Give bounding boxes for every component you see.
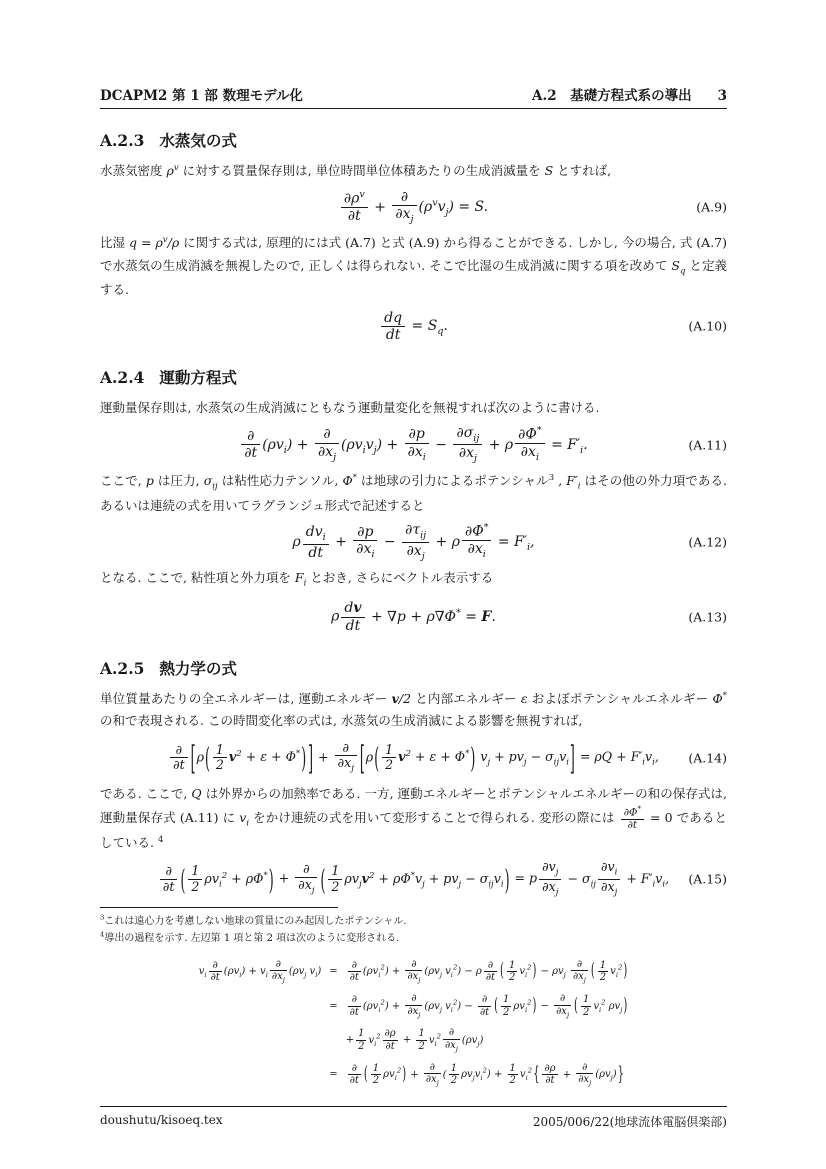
fraction: $\frac{\partial}{\partial x_j}$ [425, 1061, 439, 1088]
equation-a12-number: (A.12) [688, 534, 727, 550]
fraction: $\frac{\partial\rho}{\partial t}$ [384, 1028, 396, 1052]
paragraph-momentum-intro: 運動量保存則は, 水蒸気の生成消滅にともなう運動量変化を無視すれば次のように書ける. [100, 400, 600, 416]
section-number: A.2.3 [100, 131, 145, 150]
fraction: $\frac{1}{2}$ [372, 1062, 380, 1087]
fraction: $\frac{\partial v_i}{\partial x_j}$ [598, 860, 620, 898]
derivation-rhs: $\frac{\partial}{\partial t}$ $(\rho v_i^2)$ + $\frac{\partial}{\partial x_j}$ ($\rho v_j$ $v_i^2) - \rho$ $\frac{\partial}{\partial t}$ ( $\frac{1}{2}$ $v_i^2) - \rho v_j$ $\frac{\partial}{\partial x_j}$ ( $\frac{1}{2}$ $v_i^2$) [349, 958, 628, 985]
big-delimiter: ( [574, 995, 578, 1017]
fraction: $\frac{\partial}{\partial x_j}$ [392, 189, 416, 226]
big-delimiter: ( [320, 862, 326, 896]
equation-a13 [100, 597, 727, 637]
equation-a14 [100, 738, 727, 778]
fraction: $\frac{\partial}{\partial x_j}$ [335, 741, 357, 775]
fraction: $\frac{1}{2}$ [382, 743, 396, 773]
fraction: $\frac{\partial\Phi^*}{\partial x_i}$ [462, 523, 491, 560]
equation-a14-body: $\frac{\partial}{\partial t}$ [ρ( $\frac{1}{2}$ $v^2 + \varepsilon + \Phi^*$) ] + $\frac{\partial}{\partial x_j}$ [ρ( $\frac{1}{2}$ $v^2 + \varepsilon + \Phi^*$) $v_j + pv_j - \sigma_{ij}v_i] = \rho Q + F'_iv_i$, [168, 741, 659, 775]
big-delimiter: ] [569, 738, 575, 778]
page-footer [100, 1106, 727, 1130]
big-delimiter: ) [504, 862, 510, 896]
fraction: $\frac{dq}{dt}$ [381, 310, 405, 343]
fraction: $\frac{1}{2}$ [599, 959, 607, 984]
fraction: $\frac{\partial\Phi^*}{\partial x_i}$ [515, 426, 544, 463]
fraction: $\frac{\partial\rho}{\partial t}$ [544, 1062, 556, 1087]
fraction: $\frac{\partial}{\partial x_j}$ [556, 993, 570, 1019]
header-left-title: DCAPM2 第 1 部 数理モデル化 [100, 88, 303, 104]
footnote-4: $^4$導出の過程を示す. 左辺第 1 項と第 2 項は次のように変形される. [100, 930, 400, 945]
fraction: $\frac{\partial\rho^v}{\partial t}$ [341, 190, 368, 224]
section-title: 熱力学の式 [159, 661, 237, 679]
big-delimiter: ( [374, 741, 380, 775]
fraction: $\frac{1}{2}$ [450, 1062, 458, 1087]
equation-a9-number: (A.9) [696, 199, 727, 215]
page-number: 3 [717, 88, 727, 104]
equation-a13-number: (A.13) [688, 609, 727, 625]
section-number: A.2.4 [100, 368, 145, 388]
fraction: $\frac{1}{2}$ [188, 864, 202, 894]
footnote-derivation-rows [199, 955, 628, 1092]
equation-a10 [100, 306, 727, 346]
page-header [100, 84, 727, 109]
fraction: $\frac{\partial}{\partial t}$ [349, 1062, 359, 1087]
big-delimiter: ) [532, 961, 537, 983]
big-delimiter: ) [268, 862, 274, 896]
footer-date-credit: 2005/006/22(地球流体電脳倶楽部) [532, 1114, 727, 1129]
fraction: $\frac{\partial p}{\partial x_i}$ [353, 524, 377, 561]
equation-a12-body: ρ $\frac{dv_i}{dt}$ + $\frac{\partial p}{\partial x_i}$ − $\frac{\partial\tau_{ij}}{\partial x_j}$ + ρ $\frac{\partial\Phi^*}{\partial x_i}$ = $F'_i$, [292, 521, 535, 562]
fraction: $\frac{\partial}{\partial t}$ [170, 743, 188, 773]
big-delimiter: ( [500, 961, 504, 983]
big-delimiter: ( [363, 1064, 368, 1086]
derivation-relation: = [329, 966, 338, 978]
fraction: $\frac{\partial}{\partial x_j}$ [572, 958, 586, 985]
equation-a15-body: $\frac{\partial}{\partial t}$ ( $\frac{1}{2}$ $\rho v_i^2 + \rho\Phi^*$) + $\frac{\partial}{\partial x_j}$ ( $\frac{1}{2}$ $\rho v_jv^2 + \rho\Phi^*v_j + pv_j - \sigma_{ij}v_i) = p$ $\frac{\partial v_j}{\partial x_j}$ − $\sigma_{ij}$ $\frac{\partial v_i}{\partial x_j}$ + $F'_iv_i$, [158, 860, 669, 898]
fraction: $\frac{\partial}{\partial t}$ [479, 994, 490, 1018]
footnote-derivation-block [100, 955, 727, 1092]
footnote-3: $^3$これは遠心力を考慮しない地球の質量にのみ起因したポテンシャル. [100, 914, 407, 928]
section-heading-a24 [100, 366, 727, 388]
big-delimiter: [ [190, 738, 196, 778]
fraction: $\frac{1}{2}$ [418, 1028, 425, 1052]
derivation-lhs [199, 1058, 322, 1092]
section-heading-a23 [100, 129, 727, 151]
fraction: $\frac{1}{2}$ [508, 959, 516, 984]
derivation-relation: = [329, 1069, 338, 1081]
equation-a10-number: (A.10) [688, 318, 727, 334]
equation-a15-number: (A.15) [688, 871, 727, 887]
big-delimiter: ( [204, 741, 210, 775]
big-delimiter: ) [301, 741, 307, 775]
big-delimiter: [ [359, 738, 365, 778]
derivation-row [199, 1058, 628, 1092]
big-delimiter: ( [494, 995, 499, 1017]
big-delimiter: ) [623, 961, 628, 983]
fraction: $\frac{\partial}{\partial t}$ [210, 959, 220, 984]
paragraph-specific-humidity: 比湿 $q = \rho^v/\rho$ に関する式は, 原理的には式 (A.7) と式 (A.9) から得ることができる. しかし, 今の場合, 式 (A.7) で水蒸気の生成消滅を無視したので, 正しくは得られない. そこで比湿の生成消滅に関する項を改めて $S_q$ と定義する. [100, 235, 728, 298]
fraction: $\frac{\partial}{\partial x_j}$ [295, 862, 317, 896]
derivation-relation [321, 1023, 345, 1057]
header-right [532, 84, 727, 104]
derivation-row [199, 1023, 628, 1057]
fraction: $\frac{\partial}{\partial x_j}$ [271, 958, 285, 985]
big-delimiter: ] [308, 738, 314, 778]
fraction: $\frac{\partial\sigma_{ij}}{\partial x_j}$ [453, 425, 482, 465]
derivation-lhs [199, 989, 322, 1023]
big-delimiter: } [617, 1064, 625, 1086]
equation-a9-body: $\frac{\partial\rho^v}{\partial t}$ + $\frac{\partial}{\partial x_j}$ $(\rho^vv_j) = S$. [339, 189, 488, 226]
fraction: $\frac{\partial\tau_{ij}}{\partial x_j}$ [402, 522, 429, 562]
paragraph-vector-form: となる. ここで, 粘性項と外力項を $F_i$ とおき, さらにベクトル表示する [100, 570, 494, 589]
fraction: $\frac{1}{2}$ [509, 1062, 516, 1087]
section-heading-a25 [100, 657, 727, 679]
fraction: $\frac{1}{2}$ [358, 1028, 365, 1052]
big-delimiter: ( [180, 862, 186, 896]
equation-a14-number: (A.14) [688, 750, 727, 766]
fraction: $\frac{1}{2}$ [503, 994, 510, 1018]
fraction: $\frac{\partial}{\partial t}$ [485, 959, 496, 984]
derivation-rhs: $\frac{\partial}{\partial t}$ ( $\frac{1}{2}$ $\rho v_i^2$) + $\frac{\partial}{\partial x_j}$ ( $\frac{1}{2}$ $\rho v_jv_i^2$) + $\frac{1}{2}$ $v_i^2${ $\frac{\partial\rho}{\partial t}$ + $\frac{\partial}{\partial x_j}$ $(\rho v_j)$} [349, 1061, 625, 1088]
big-delimiter: { [533, 1064, 540, 1086]
equation-a11-body: $\frac{\partial}{\partial t}$ $(\rho v_i)$ + $\frac{\partial}{\partial x_j}$ $(\rho v_iv_j)$ + $\frac{\partial p}{\partial x_i}$ − $\frac{\partial\sigma_{ij}}{\partial x_j}$ + ρ $\frac{\partial\Phi^*}{\partial x_i}$ = $F'_i$. [239, 425, 587, 465]
derivation-row [199, 955, 628, 989]
derivation-relation: = [329, 1000, 338, 1012]
fraction: $\frac{\partial}{\partial x_j}$ [407, 958, 421, 985]
fraction: $\frac{\partial p}{\partial x_i}$ [405, 426, 429, 463]
fraction: $\frac{1}{2}$ [213, 743, 227, 773]
fraction: $\frac{\partial\Phi^*}{\partial t}$ [621, 805, 644, 832]
equation-a11-number: (A.11) [688, 437, 727, 453]
header-section-ref: A.2 基礎方程式系の導出 [532, 88, 692, 104]
equation-a10-body: $\frac{dq}{dt}$ = $S_q$. [379, 310, 448, 343]
big-delimiter: ) [532, 995, 537, 1017]
section-number: A.2.5 [100, 659, 145, 679]
footer-file-path: doushutu/kisoeq.tex [100, 1112, 223, 1127]
equation-a11 [100, 425, 727, 465]
fraction: $\frac{\partial}{\partial t}$ [241, 428, 260, 461]
fraction: $\frac{1}{2}$ [582, 994, 590, 1018]
fraction: $\frac{\partial}{\partial t}$ [349, 959, 359, 984]
derivation-row [199, 989, 628, 1023]
equation-a13-body: ρ $\frac{dv}{dt}$ + ∇p + ρ∇Φ* = F. [331, 600, 496, 634]
footnote-separator-rule [100, 907, 338, 908]
fraction: $\frac{\partial}{\partial t}$ [349, 994, 359, 1018]
big-delimiter: ) [623, 995, 628, 1017]
paragraph-pressure-terms: ここで, p は圧力, $\sigma_{ij}$ は粘性応力テンソル, Φ* は地球の引力によるポテンシャル$^3$ , $F'_i$ はその他の外力項である. あるいは連続の式を用いてラグランジュ形式で記述すると [100, 472, 728, 513]
equation-a9 [100, 187, 727, 227]
derivation-rhs: + $\frac{1}{2}$ $v_i^2$ $\frac{\partial\rho}{\partial t}$ + $\frac{1}{2}$ $v_i^2$ $\frac{\partial}{\partial x_j}$ $(\rho v_j)$ [345, 1027, 484, 1053]
big-delimiter: ) [402, 1064, 407, 1086]
fraction: $\frac{\partial}{\partial x_j}$ [315, 426, 339, 463]
big-delimiter: ) [470, 741, 476, 775]
paragraph-total-energy: 単位質量あたりの全エネルギーは, 運動エネルギー v/2 と内部エネルギー ε およぼポテンシャルエネルギー Φ* の和で表現される. この時間変化率の式は, 水蒸気の生成消滅による影響を無視すれば, [100, 690, 728, 729]
paragraph-water-vapor-intro: 水蒸気密度 $\rho^v$ に対する質量保存則は, 単位時間単位体積あたりの生成消滅量を S とすれば, [100, 162, 612, 178]
fraction: $\frac{\partial}{\partial x_j}$ [407, 993, 421, 1019]
derivation-lhs: $v_i$ $\frac{\partial}{\partial t}$ $(\rho v_i) + v_i$ $\frac{\partial}{\partial x_j}$ ($\rho v_j$ $v_i$) [198, 958, 322, 985]
paragraph-heating-rate: である. ここで, Q は外界からの加熱率である. 一方, 運動エネルギーとポテンシャルエネルギーの和の保存式は, 運動量保存式 (A.11) に $v_i$ をかけ連続の式を用いて変形することで得られる. 変形の際には $\frac{\partial\Phi^*}{\partial t}$ = 0 であるとしている. $^4$ [100, 785, 727, 850]
fraction: $\frac{\partial}{\partial x_j}$ [444, 1027, 458, 1053]
derivation-lhs [199, 1023, 322, 1057]
section-title: 運動方程式 [159, 370, 237, 388]
fraction: $\frac{1}{2}$ [328, 864, 342, 894]
derivation-rhs: $\frac{\partial}{\partial t}$ $(\rho v_i^2)$ + $\frac{\partial}{\partial x_j}$ ($\rho v_j$ $v_i^2$) − $\frac{\partial}{\partial t}$ ( $\frac{1}{2}$ $\rho v_i^2$) − $\frac{\partial}{\partial x_j}$ ( $\frac{1}{2}$ $v_i^2$ $\rho v_j$) [349, 993, 628, 1019]
equation-a15 [100, 859, 727, 899]
fraction: $\frac{\partial v_j}{\partial x_j}$ [539, 860, 561, 898]
fraction: $\frac{\partial}{\partial x_j}$ [578, 1061, 592, 1088]
fraction: $\frac{\partial}{\partial t}$ [160, 864, 178, 894]
equation-a12 [100, 522, 727, 562]
section-title: 水蒸気の式 [159, 133, 237, 150]
footnote-derivation-table [199, 955, 628, 1092]
fraction: $\frac{dv}{dt}$ [341, 600, 364, 633]
fraction: $\frac{dv_i}{dt}$ [303, 524, 329, 561]
big-delimiter: ( [590, 961, 595, 983]
